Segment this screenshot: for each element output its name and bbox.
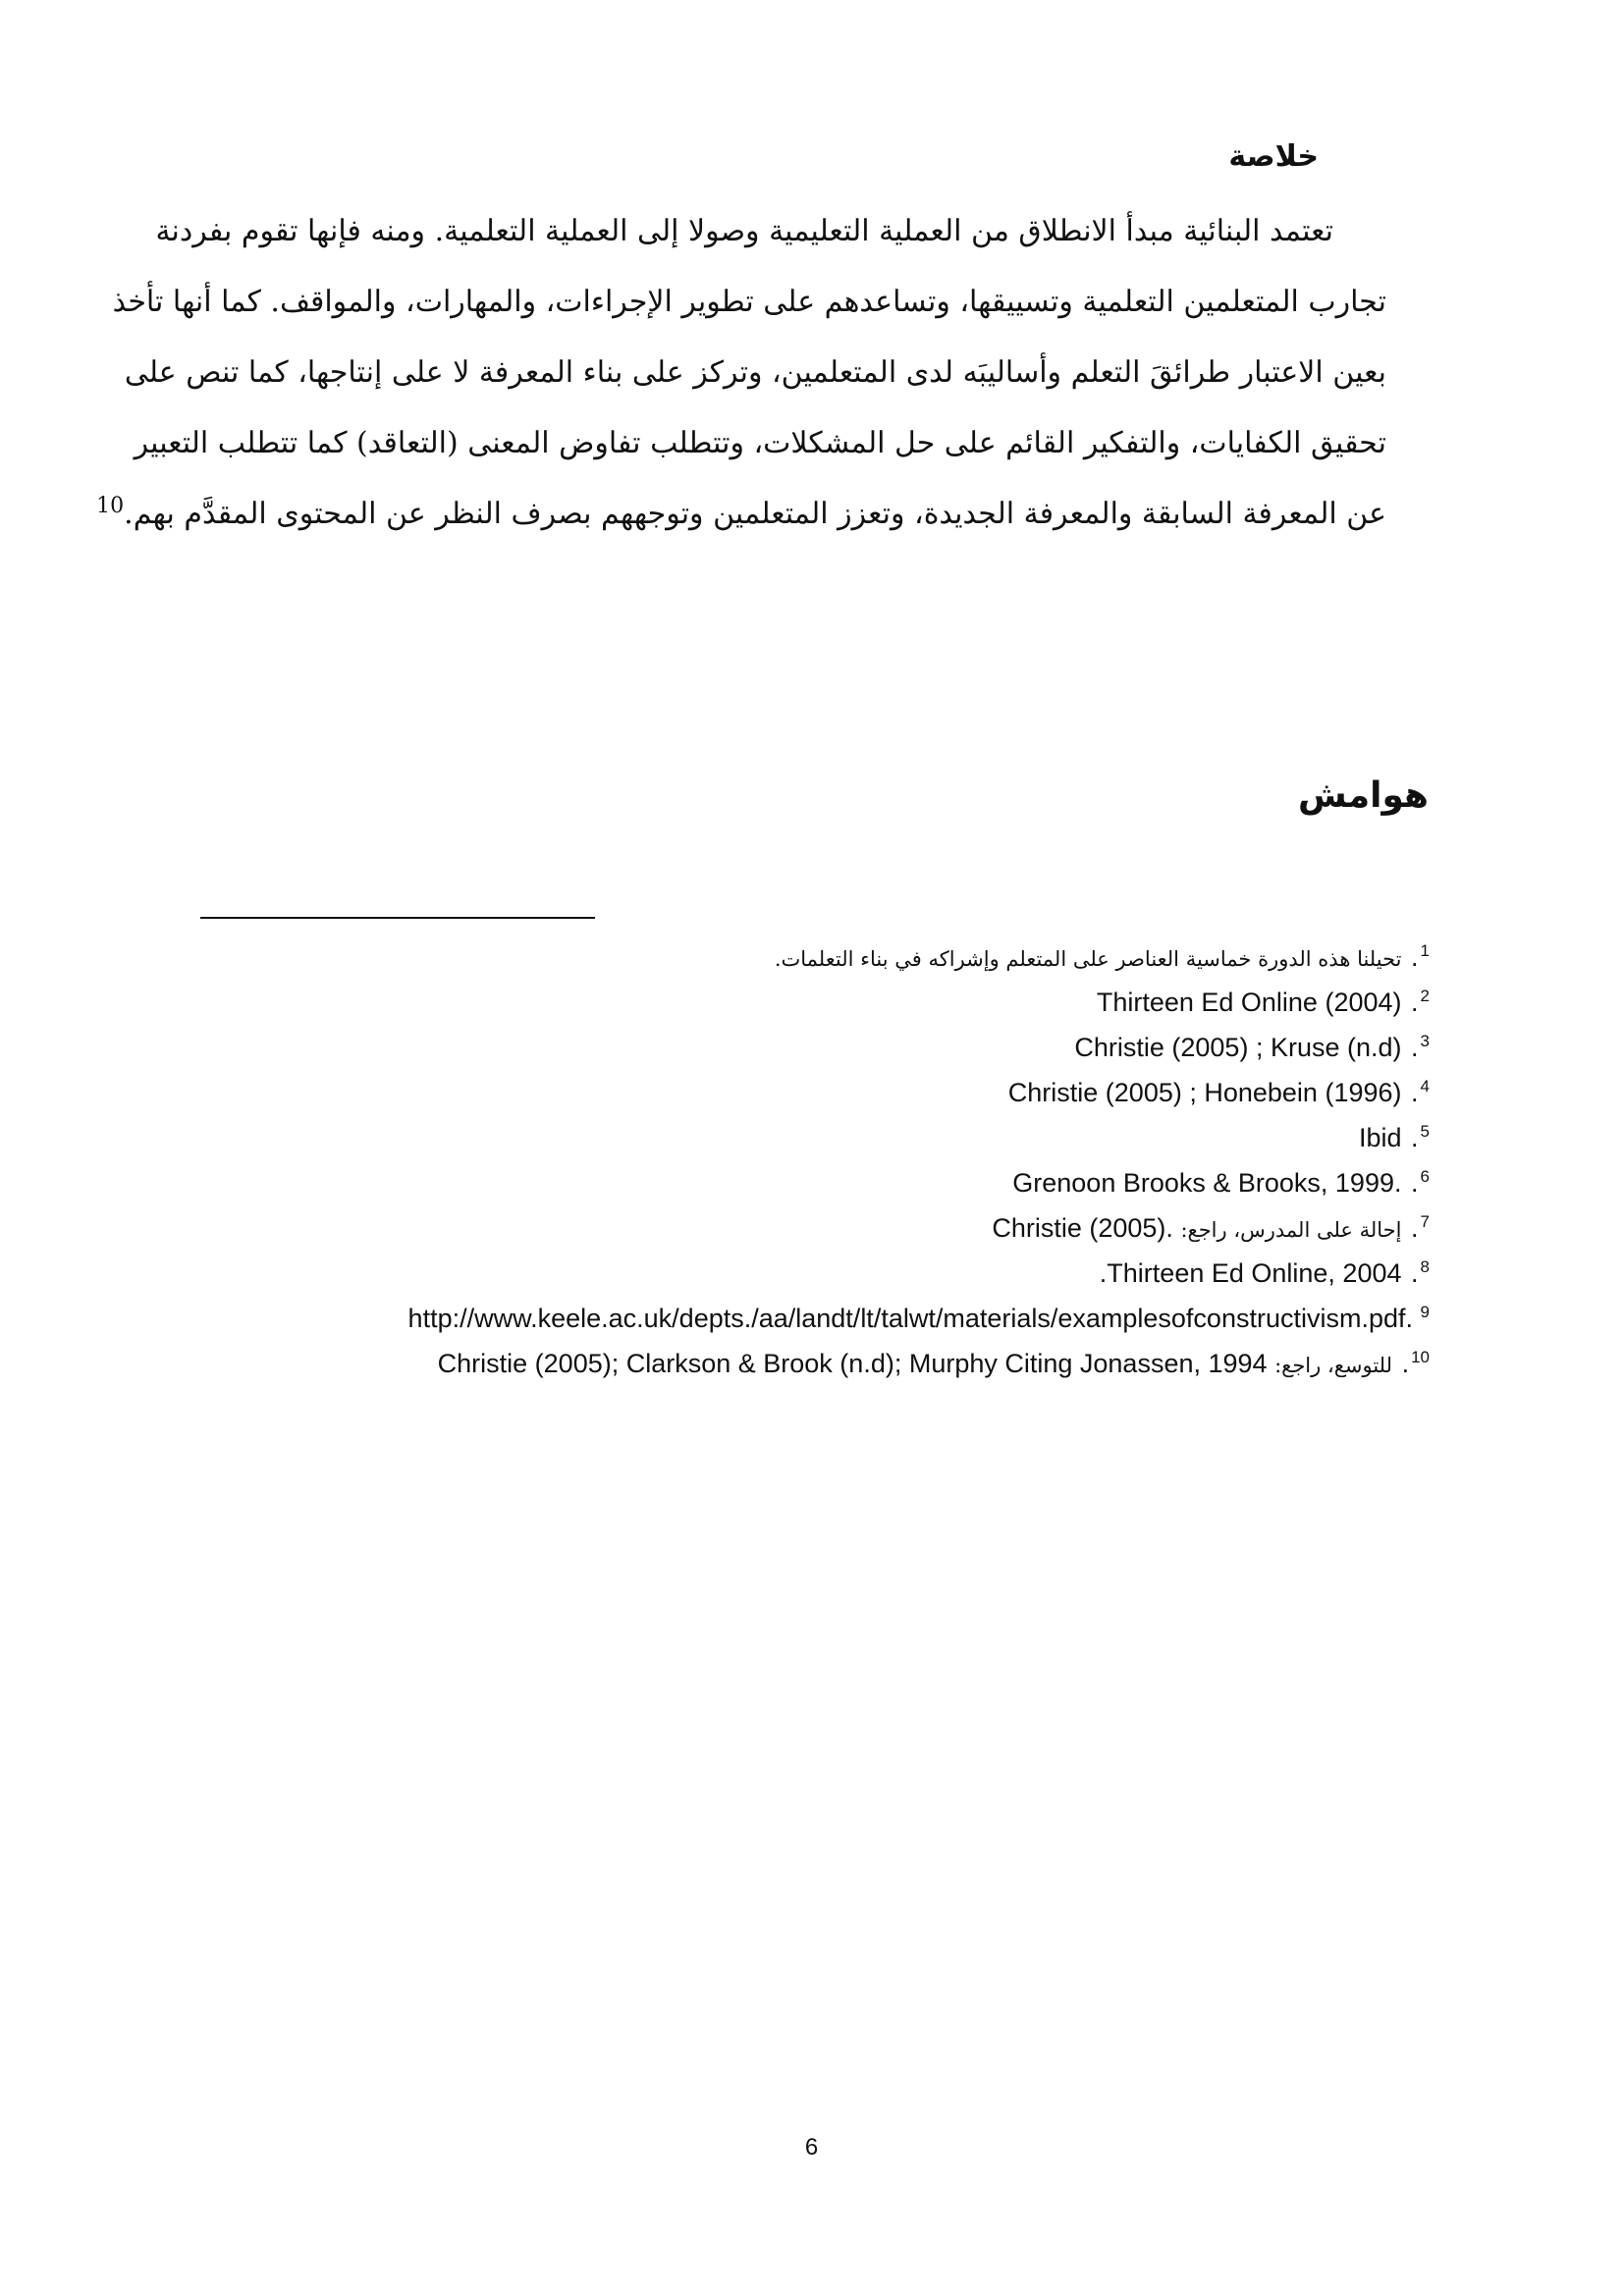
summary-line: عن المعرفة السابقة والمعرفة الجديدة، وتعزز المتعلمين وتوجههم بصرف النظر عن المحتوى المقدَّم بهم.$^{10}$ bbox=[96, 494, 1386, 531]
footnote-item: $^1$. تحيلنا هذه الدورة خماسية العناصر على المتعلم وإشراكه في بناء التعلمات. bbox=[774, 941, 1430, 972]
footnote-url[interactable]: http://www.keele.ac.uk/depts./aa/landt/lt/talwt/materials/examplesofconstructivism.pdf. bbox=[407, 1304, 1414, 1333]
footnote-number: 6 bbox=[1420, 1167, 1430, 1186]
footnote-citation: Thirteen Ed Online (2004) bbox=[1096, 988, 1402, 1017]
footnote-text: تحيلنا هذه الدورة خماسية العناصر على المتعلم وإشراكه في بناء التعلمات. bbox=[774, 947, 1402, 971]
summary-heading: خلاصة bbox=[1228, 139, 1319, 174]
summary-line: تعتمد البنائية مبدأ الانطلاق من العملية التعليمية وصولا إلى العملية التعلمية. ومنه فإنها تقوم بفردنة bbox=[155, 214, 1333, 248]
footnote-number: 4 bbox=[1420, 1077, 1430, 1095]
footnote-citation: Christie (2005) ; Kruse (n.d) bbox=[1074, 1033, 1402, 1062]
footnote-number: 9 bbox=[1420, 1303, 1430, 1321]
footnote-item: $^8$. .Thirteen Ed Online, 2004 bbox=[153, 1251, 1430, 1296]
page-number: 6 bbox=[804, 2134, 819, 2161]
notes-heading: هوامش bbox=[1297, 775, 1429, 816]
footnote-number: 3 bbox=[1420, 1032, 1430, 1050]
footnote-text: للتوسع، راجع: bbox=[1274, 1354, 1393, 1377]
summary-line: بعين الاعتبار طرائقَ التعلم وأساليبَه لدى المتعلمين، وتركز على بناء المعرفة لا على إنتاجها، كما تنص على bbox=[124, 355, 1386, 390]
footnote-item: $^4$. Christie (2005) ; Honebein (1996) bbox=[153, 1070, 1430, 1115]
footnote-citation: Christie (2005). bbox=[992, 1213, 1173, 1243]
footnote-item: $^3$. Christie (2005) ; Kruse (n.d) bbox=[153, 1025, 1430, 1070]
footnote-citation: Grenoon Brooks & Brooks, 1999. bbox=[1012, 1168, 1402, 1198]
footnote-item: $^2$. Thirteen Ed Online (2004) bbox=[153, 980, 1430, 1025]
footnote-citation: .Thirteen Ed Online, 2004 bbox=[1099, 1258, 1402, 1288]
footnote-number: 10 bbox=[1411, 1348, 1430, 1366]
footnote-number: 5 bbox=[1420, 1122, 1430, 1141]
footnote-number: 7 bbox=[1420, 1212, 1430, 1231]
footnote-item: $^7$. إحالة على المدرس، راجع: Christie (2005). bbox=[153, 1205, 1430, 1251]
summary-line: تجارب المتعلمين التعلمية وتسييقها، وتساعدهم على تطوير الإجراءات، والمهارات، والمواقف. كما أنها تأخذ bbox=[112, 285, 1386, 319]
footnote-item bbox=[153, 1296, 1430, 1341]
footnote-text: إحالة على المدرس، راجع: bbox=[1180, 1218, 1402, 1242]
footnotes-list bbox=[153, 934, 1430, 1386]
footnote-separator bbox=[200, 917, 595, 919]
summary-paragraph bbox=[96, 196, 1386, 550]
footnote-item: $^5$. Ibid bbox=[153, 1115, 1430, 1160]
footnote-item: $^{10}$. للتوسع، راجع: Christie (2005); Clarkson & Brook (n.d); Murphy Citing Jonassen, 1994 bbox=[153, 1341, 1430, 1386]
footnote-number: 2 bbox=[1420, 987, 1430, 1005]
footnote-reference[interactable]: 10 bbox=[96, 494, 125, 518]
footnote-citation: Ibid bbox=[1358, 1123, 1402, 1152]
summary-line: تحقيق الكفايات، والتفكير القائم على حل المشكلات، وتتطلب تفاوض المعنى (التعاقد) كما تتطلب التعبير bbox=[134, 426, 1386, 460]
footnote-number: 1 bbox=[1420, 941, 1430, 960]
footnote-citation: Christie (2005); Clarkson & Brook (n.d); Murphy Citing Jonassen, 1994 bbox=[437, 1349, 1268, 1378]
footnote-citation: Christie (2005) ; Honebein (1996) bbox=[1007, 1078, 1402, 1107]
footnote-number: 8 bbox=[1420, 1257, 1430, 1276]
footnote-item: $^6$. Grenoon Brooks & Brooks, 1999. bbox=[153, 1160, 1430, 1205]
